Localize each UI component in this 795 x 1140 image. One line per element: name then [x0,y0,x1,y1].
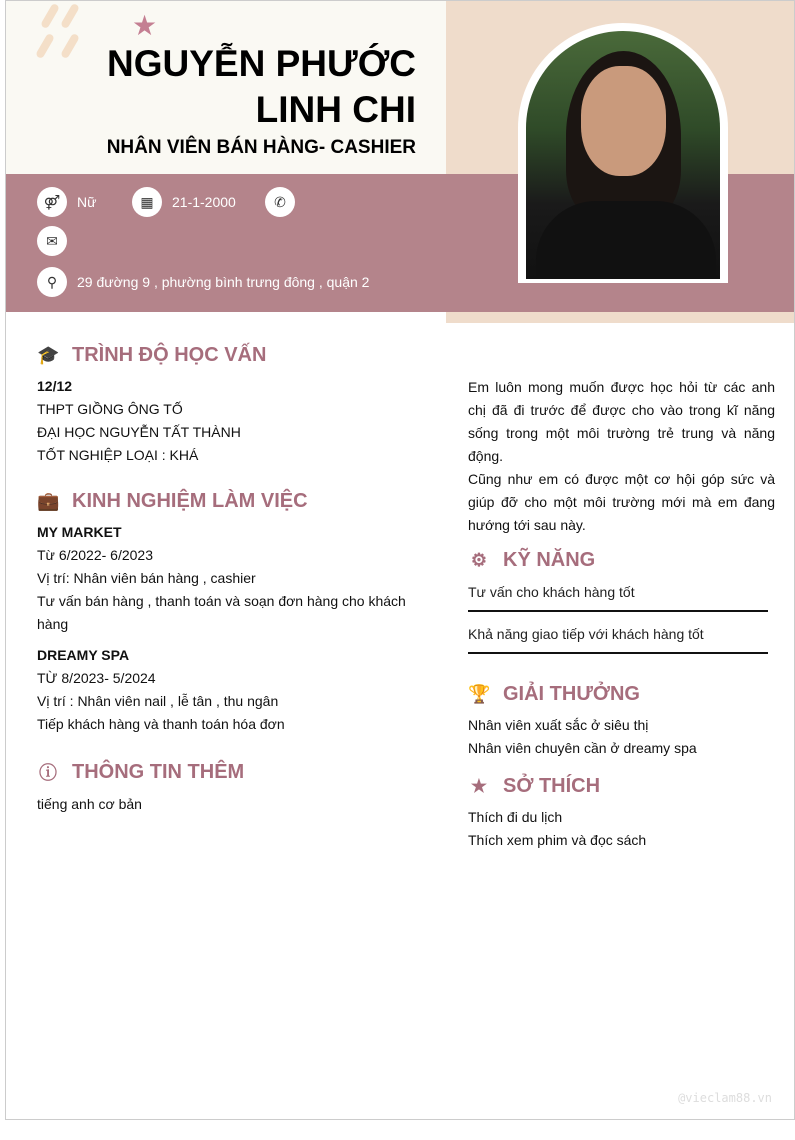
section-heading: KỸ NĂNG [503,549,596,571]
calendar-icon: ▦ [132,187,162,217]
education-line: 12/12 [37,378,73,394]
period: TỪ 8/2023- 5/2024 [37,670,156,686]
watermark: @vieclam88.vn [678,1091,772,1105]
hobby-item: Thích đi du lịch [468,809,563,825]
job-description: Tư vấn bán hàng , thanh toán và soạn đơn hàng cho khách hàng [37,593,406,632]
more-info-text: tiếng anh cơ bản [37,796,142,812]
section-heading: THÔNG TIN THÊM [72,760,245,783]
skill-item: Tư vấn cho khách hàng tốt [468,580,768,612]
hobby-item: Thích xem phim và đọc sách [468,832,647,848]
hobbies-section [468,775,778,852]
birth-date: 21-1-2000 [172,194,236,210]
briefcase-icon: 💼 [37,491,60,511]
awards-section [468,683,778,760]
education-line: TỐT NGHIỆP LOẠI : KHÁ [37,447,199,463]
objective-text: Em luôn mong muốn được học hỏi từ các anh chị đã đi trước để được cho vào trong kĩ năng sống trong một môi trường trẻ trung và năng động. [468,379,775,464]
education-section [37,344,427,467]
position: Vị trí : Nhân viên nail , lễ tân , thu ngân [37,693,279,709]
info-icon: ⓘ [39,763,57,783]
job-description: Tiếp khách hàng và thanh toán hóa đơn [37,716,285,732]
job-title: NHÂN VIÊN BÁN HÀNG- CASHIER [106,137,416,158]
star-icon: ★ [470,776,488,796]
experience-section [37,490,427,736]
award-item: Nhân viên xuất sắc ở siêu thị [468,717,649,733]
star-decoration-icon: ★ [132,10,158,41]
section-heading: SỞ THÍCH [503,775,601,797]
profile-photo [518,23,728,283]
company: MY MARKET [37,524,122,540]
cv-page [5,0,795,1120]
section-heading: KINH NGHIỆM LÀM VIỆC [72,490,308,512]
objective-section [468,376,775,537]
gear-icon: ⚙ [470,550,488,570]
education-line: THPT GIỒNG ÔNG TỐ [37,401,183,417]
gender-icon: ⚤ [37,187,67,217]
more-info-section [37,759,427,816]
section-heading: GIẢI THƯỞNG [503,683,640,705]
section-heading: TRÌNH ĐỘ HỌC VẤN [72,344,267,366]
objective-text: Cũng như em có được một cơ hội góp sức và giúp đỡ cho một môi trường mới mà em đang hướng tới sau này. [468,471,775,533]
skills-section [468,549,778,664]
email-icon[interactable]: ✉ [37,226,67,256]
period: Từ 6/2022- 6/2023 [37,547,154,563]
education-line: ĐẠI HỌC NGUYỄN TẤT THÀNH [37,424,241,440]
award-item: Nhân viên chuyên cần ở dreamy spa [468,740,697,756]
gender: Nữ [77,194,97,210]
skill-item: Khả năng giao tiếp với khách hàng tốt [468,622,768,654]
trophy-icon: 🏆 [468,684,491,704]
company: DREAMY SPA [37,647,130,663]
graduation-cap-icon: 🎓 [37,345,60,365]
address: 29 đường 9 , phường bình trưng đông , quận 2 [77,274,370,290]
location-icon: ⚲ [37,267,67,297]
phone-icon[interactable]: ✆ [265,187,295,217]
candidate-name: NGUYỄN PHƯỚC LINH CHI [107,43,416,130]
position: Vị trí: Nhân viên bán hàng , cashier [37,570,256,586]
